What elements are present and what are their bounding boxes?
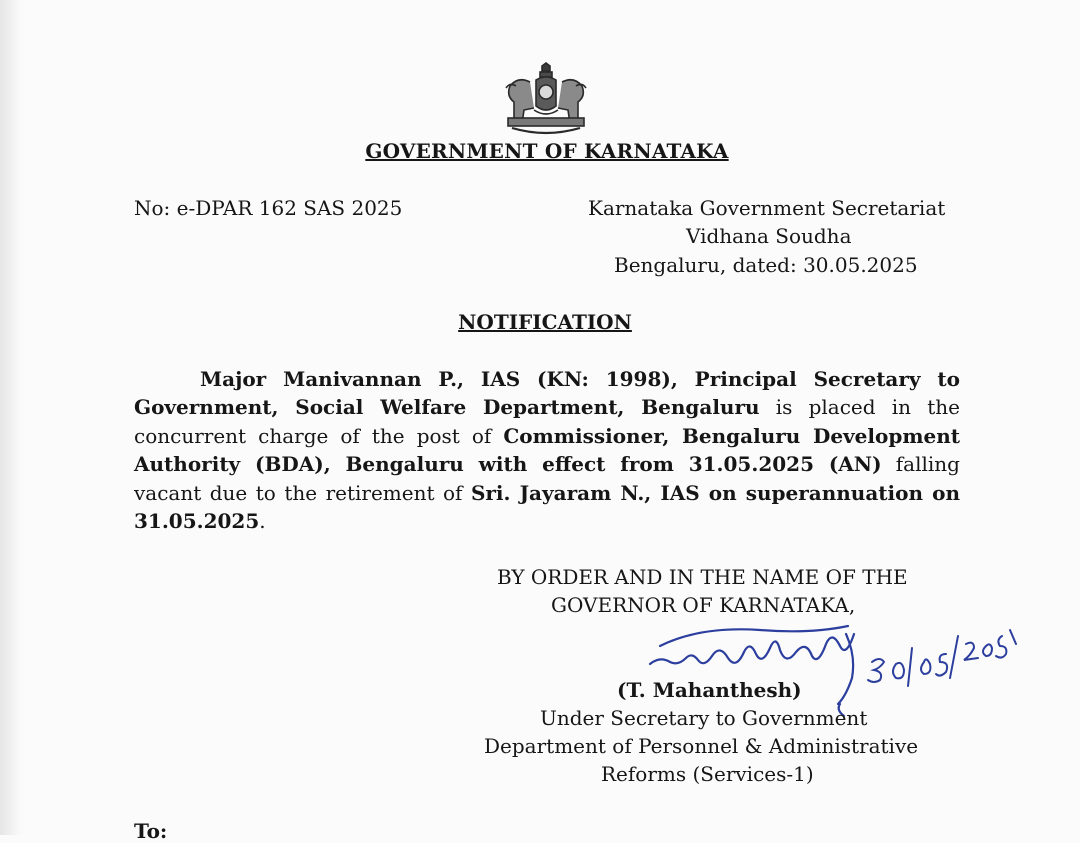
notification-segment: Sri. Jayaram N., IAS on superannuation on 31.05.2025 — [134, 480, 960, 534]
notification-title: NOTIFICATION — [458, 310, 632, 334]
handwritten-signature — [640, 600, 1030, 720]
to-label: To: — [134, 819, 168, 843]
handwritten-date-text: 30/05/2025 — [940, 718, 946, 719]
by-order-line: BY ORDER AND IN THE NAME OF THE — [497, 565, 908, 589]
governor-line: GOVERNOR OF KARNATAKA, — [551, 593, 856, 617]
signatory-section: Reforms (Services-1) — [601, 762, 814, 786]
karnataka-emblem-icon — [500, 62, 592, 136]
notification-segment: Commissioner, Bengaluru Development Authority (BDA), Bengaluru with effect from 31.05.2025 (AN) — [134, 423, 960, 477]
notification-segment: Major Manivannan P., IAS (KN: 1998), Principal Secretary to Government, Social Welfare Department, Bengaluru — [134, 367, 960, 420]
page-shadow-edge — [0, 0, 22, 835]
handwritten-date — [868, 630, 1016, 686]
notification-segment: . — [259, 509, 266, 534]
notification-body — [134, 365, 960, 535]
address-secretariat: Karnataka Government Secretariat — [588, 196, 946, 220]
reference-number: No: e-DPAR 162 SAS 2025 — [134, 196, 403, 220]
address-date: Bengaluru, dated: 30.05.2025 — [614, 253, 918, 277]
address-building: Vidhana Soudha — [686, 224, 852, 248]
notification-segment: falling vacant due to the retirement of — [134, 452, 960, 505]
signatory-department: Department of Personnel & Administrative — [484, 734, 919, 758]
notification-segment: is placed in the concurrent charge of the post of — [134, 395, 960, 448]
signatory-designation: Under Secretary to Government — [540, 706, 868, 730]
government-title: GOVERNMENT OF KARNATAKA — [365, 139, 729, 163]
signatory-name: (T. Mahanthesh) — [617, 678, 802, 702]
